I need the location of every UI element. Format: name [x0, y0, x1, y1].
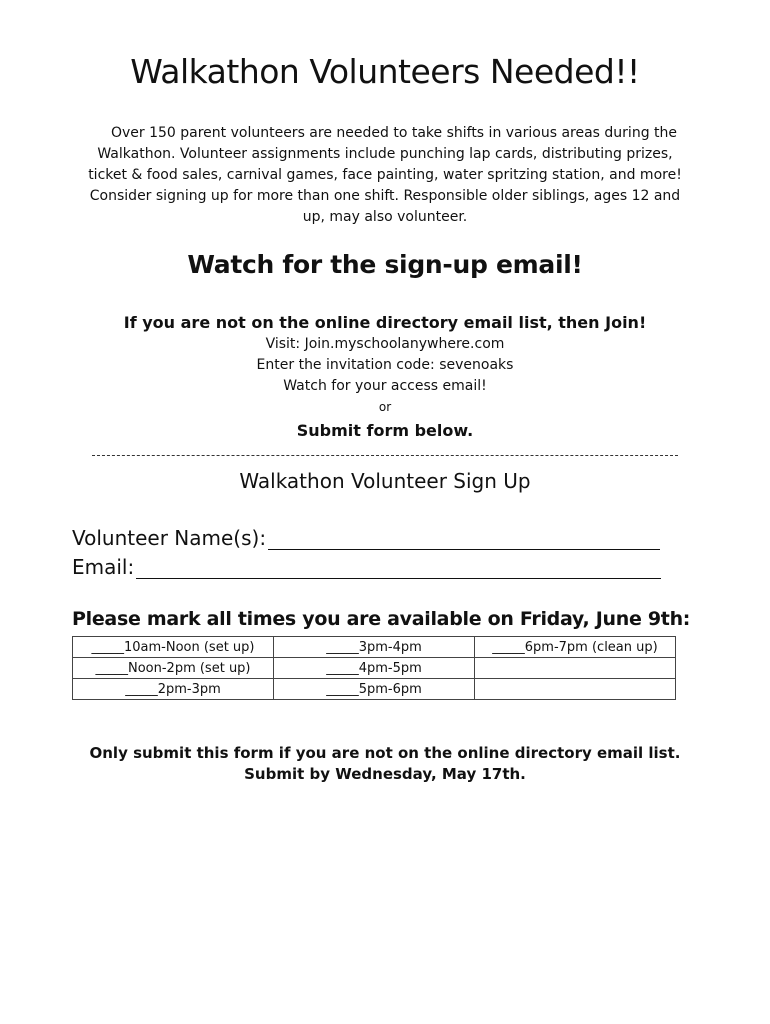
volunteer-name-field[interactable] — [72, 526, 660, 550]
join-instructions — [0, 312, 770, 444]
intro-line-5: up, may also volunteer. — [302, 209, 468, 225]
footer-line-2: Submit by Wednesday, May 17th. — [244, 765, 526, 783]
intro-line-3: ticket & food sales, carnival games, face painting, water spritzing station, and more! — [88, 167, 682, 183]
intro-line-4: Consider signing up for more than one shift. Responsible older siblings, ages 12 and — [89, 188, 681, 204]
footer-note — [0, 743, 770, 785]
watch-heading: Watch for the sign-up email! — [187, 250, 583, 279]
join-watch-access-line: Watch for your access email! — [283, 378, 487, 394]
shift-cell[interactable]: _____5pm-6pm — [274, 679, 475, 700]
join-invitation-line: Enter the invitation code: sevenoaks — [256, 357, 514, 373]
shift-table — [72, 636, 676, 700]
join-heading: If you are not on the online directory email list, then Join! — [123, 313, 647, 332]
shift-cell[interactable]: _____10am-Noon (set up) — [73, 637, 274, 658]
shift-cell[interactable]: _____6pm-7pm (clean up) — [475, 637, 676, 658]
availability-heading: Please mark all times you are available on Friday, June 9th: — [72, 608, 691, 630]
table-row — [73, 637, 676, 658]
form-title: Walkathon Volunteer Sign Up — [239, 469, 531, 493]
shift-cell[interactable]: _____4pm-5pm — [274, 658, 475, 679]
shift-cell-empty — [475, 679, 676, 700]
join-or: or — [378, 400, 392, 414]
email-blank[interactable] — [136, 558, 661, 579]
intro-line-2: Walkathon. Volunteer assignments include punching lap cards, distributing prizes, — [97, 146, 673, 162]
volunteer-name-blank[interactable] — [268, 529, 660, 550]
shift-cell[interactable]: _____2pm-3pm — [73, 679, 274, 700]
footer-line-1: Only submit this form if you are not on the online directory email list. — [89, 744, 681, 762]
shift-cell[interactable]: _____3pm-4pm — [274, 637, 475, 658]
table-row — [73, 658, 676, 679]
page-title: Walkathon Volunteers Needed!! — [130, 52, 640, 91]
shift-cell-empty — [475, 658, 676, 679]
cut-line-divider — [92, 455, 678, 456]
shift-cell[interactable]: _____Noon-2pm (set up) — [73, 658, 274, 679]
email-field[interactable] — [72, 555, 661, 579]
volunteer-name-label: Volunteer Name(s): — [72, 526, 267, 550]
email-label: Email: — [72, 555, 135, 579]
join-visit-line: Visit: Join.myschoolanywhere.com — [265, 336, 505, 352]
intro-paragraph — [74, 123, 696, 228]
submit-below-heading: Submit form below. — [296, 421, 474, 440]
table-row — [73, 679, 676, 700]
intro-line-1: Over 150 parent volunteers are needed to take shifts in various areas during the — [110, 125, 678, 141]
